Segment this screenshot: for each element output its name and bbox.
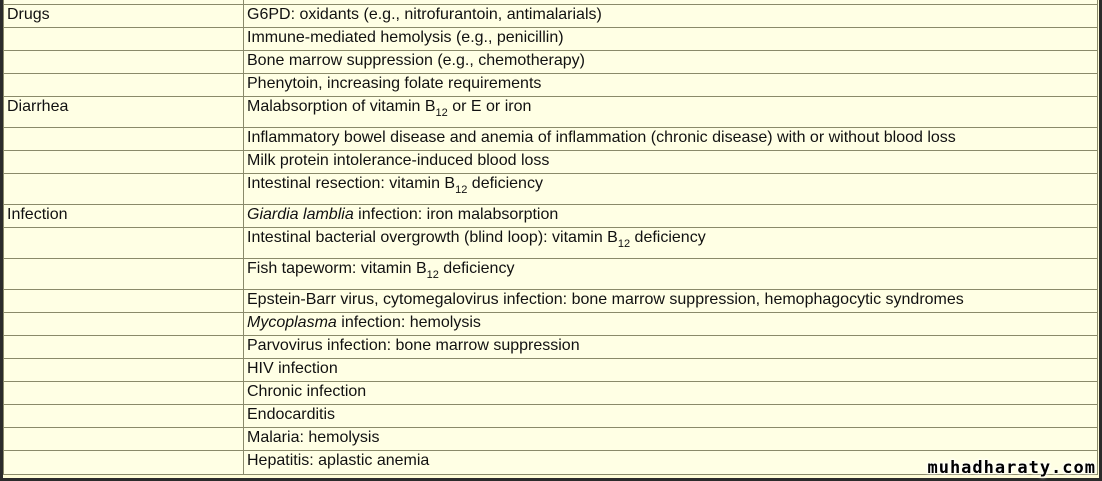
cause-cell <box>4 451 244 475</box>
cause-cell: Infection <box>4 205 244 228</box>
cause-cell <box>4 290 244 313</box>
effect-cell <box>244 97 1098 128</box>
effect-cell <box>244 174 1098 205</box>
table-row <box>4 336 1098 359</box>
cause-cell <box>4 359 244 382</box>
effect-cell <box>244 405 1098 428</box>
table-row <box>4 174 1098 205</box>
organism-name: Mycoplasma <box>247 314 337 331</box>
table-row <box>4 428 1098 451</box>
table-row <box>4 74 1098 97</box>
table-row <box>4 259 1098 290</box>
cause-cell <box>4 174 244 205</box>
effect-text: deficiency <box>467 175 543 192</box>
cause-cell <box>4 405 244 428</box>
cause-cell <box>4 128 244 151</box>
table-row <box>4 382 1098 405</box>
effect-text: Intestinal resection: vitamin B <box>247 175 456 192</box>
table-row <box>4 151 1098 174</box>
cause-cell <box>4 313 244 336</box>
effect-text: Milk protein intolerance-induced blood loss <box>247 152 550 169</box>
cause-cell <box>4 151 244 174</box>
effect-text: Endocarditis <box>247 406 336 423</box>
effect-text: infection: iron malabsorption <box>353 206 559 223</box>
effect-cell <box>244 205 1098 228</box>
table-row <box>4 28 1098 51</box>
subscript-text: 12 <box>455 184 468 196</box>
table-row <box>4 405 1098 428</box>
effect-text: infection: hemolysis <box>336 314 481 331</box>
effect-cell <box>244 128 1098 151</box>
effect-text: Inflammatory bowel disease and anemia of inflammation (chronic disease) with or without blood loss <box>247 129 956 146</box>
effect-cell <box>244 228 1098 259</box>
organism-name: Giardia lamblia <box>247 206 354 223</box>
table-row <box>4 205 1098 228</box>
table-row <box>4 290 1098 313</box>
table-body <box>4 0 1098 475</box>
watermark: muhadharaty.com <box>927 458 1096 478</box>
effect-cell <box>244 259 1098 290</box>
table-row <box>4 313 1098 336</box>
effect-cell <box>244 359 1098 382</box>
effect-cell <box>244 336 1098 359</box>
table-row <box>4 97 1098 128</box>
cause-cell <box>4 382 244 405</box>
cause-cell <box>4 74 244 97</box>
effect-cell <box>244 51 1098 74</box>
effect-text: Immune-mediated hemolysis (e.g., penicillin) <box>247 29 564 46</box>
effect-cell <box>244 313 1098 336</box>
cause-cell <box>4 428 244 451</box>
effect-text: or E or iron <box>447 98 532 115</box>
effect-text: Parvovirus infection: bone marrow suppression <box>247 337 580 354</box>
frame-left-border <box>0 0 3 481</box>
causes-table <box>3 0 1098 475</box>
effect-text: deficiency <box>438 260 515 277</box>
effect-text: deficiency <box>630 229 706 246</box>
subscript-text: 12 <box>617 238 631 250</box>
effect-cell <box>244 28 1098 51</box>
effect-text: G6PD: oxidants (e.g., nitrofurantoin, antimalarials) <box>247 6 602 23</box>
table-row <box>4 51 1098 74</box>
effect-text: Phenytoin, increasing folate requirements <box>247 75 542 92</box>
effect-text: Bone marrow suppression (e.g., chemotherapy) <box>247 52 585 69</box>
table-row <box>4 228 1098 259</box>
effect-text: Fish tapeworm: vitamin B <box>247 260 427 277</box>
cause-cell <box>4 28 244 51</box>
subscript-text: 12 <box>426 269 439 281</box>
effect-text: Epstein-Barr virus, cytomegalovirus infection: bone marrow suppression, hemophagocytic syndromes <box>247 291 964 308</box>
effect-text: HIV infection <box>247 360 338 377</box>
cause-cell <box>4 259 244 290</box>
effect-text: Malaria: hemolysis <box>247 429 380 446</box>
effect-text: Malabsorption of vitamin B <box>247 98 436 115</box>
table-row <box>4 359 1098 382</box>
effect-cell <box>244 290 1098 313</box>
cause-cell <box>4 228 244 259</box>
table-row <box>4 128 1098 151</box>
effect-text: Hepatitis: aplastic anemia <box>247 452 430 469</box>
cause-cell <box>4 51 244 74</box>
effect-cell <box>244 74 1098 97</box>
subscript-text: 12 <box>435 107 448 119</box>
cause-cell <box>4 336 244 359</box>
effect-text: Intestinal bacterial overgrowth (blind loop): vitamin B <box>247 229 618 246</box>
effect-text: Chronic infection <box>247 383 367 400</box>
effect-cell <box>244 428 1098 451</box>
effect-cell <box>244 5 1098 28</box>
effect-cell <box>244 382 1098 405</box>
cause-cell: Drugs <box>4 5 244 28</box>
cause-cell: Diarrhea <box>4 97 244 128</box>
effect-cell <box>244 151 1098 174</box>
table-row <box>4 5 1098 28</box>
